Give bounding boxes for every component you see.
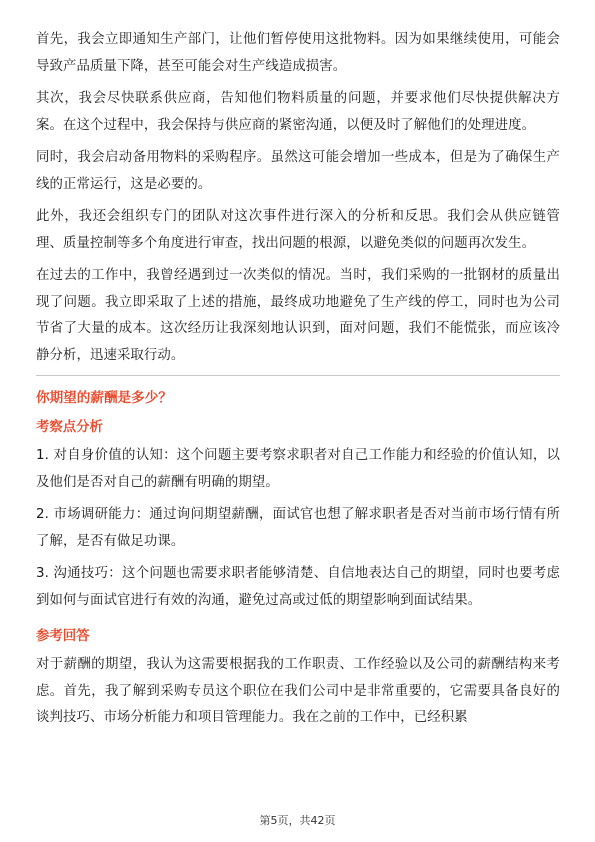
intro-paragraph: 同时，我会启动备用物料的采购程序。虽然这可能会增加一些成本，但是为了确保生产线的正常运行，这是必要的。 (36, 150, 560, 192)
intro-paragraph: 此外，我还会组织专门的团队对这次事件进行深入的分析和反思。我们会从供应链管理、质量控制等多个角度进行审查，找出问题的根源，以避免类似的问题再次发生。 (36, 209, 560, 251)
intro-paragraph: 其次，我会尽快联系供应商，告知他们物料质量的问题，并要求他们尽快提供解决方案。在这个过程中，我会保持与供应商的紧密沟通，以便及时了解他们的处理进度。 (36, 91, 560, 133)
intro-paragraph: 在过去的工作中，我曾经遇到过一次类似的情况。当时，我们采购的一批钢材的质量出现了问题。我立即采取了上述的措施，最终成功地避免了生产线的停工，同时也为公司节省了大量的成本。这次经历让我深刻地认识到，面对问题，我们不能慌张，而应该冷静分析，迅速采取行动。 (36, 268, 560, 363)
analysis-point: 3. 沟通技巧：这个问题也需要求职者能够清楚、自信地表达自己的期望，同时也要考虑到如何与面试官进行有效的沟通，避免过高或过低的期望影响到面试结果。 (36, 566, 560, 608)
document-page (36, 27, 560, 738)
question-title: 你期望的薪酬是多少？ (36, 390, 172, 406)
intro-section (36, 27, 560, 369)
analysis-heading: 考察点分析 (36, 420, 103, 435)
analysis-point: 2. 市场调研能力：通过询问期望薪酬，面试官也想了解求职者是否对当前市场行情有所了解，是否有做足功课。 (36, 507, 560, 549)
section-divider (36, 375, 560, 376)
analysis-point: 1. 对自身价值的认知：这个问题主要考察求职者对自己工作能力和经验的价值认知，以及他们是否对自己的薪酬有明确的期望。 (36, 448, 560, 490)
answer-heading: 参考回答 (36, 629, 90, 644)
answer-text: 对于薪酬的期望，我认为这需要根据我的工作职责、工作经验以及公司的薪酬结构来考虑。首先，我了解到采购专员这个职位在我们公司中是非常重要的，它需要具备良好的谈判技巧、市场分析能力和项目管理能力。我在之前的工作中，已经积累 (36, 657, 560, 725)
question-section (36, 385, 560, 732)
page-number: 第5页，共42页 (259, 814, 336, 827)
intro-paragraph: 首先，我会立即通知生产部门，让他们暂停使用这批物料。因为如果继续使用，可能会导致产品质量下降，甚至可能会对生产线造成损害。 (36, 32, 560, 74)
